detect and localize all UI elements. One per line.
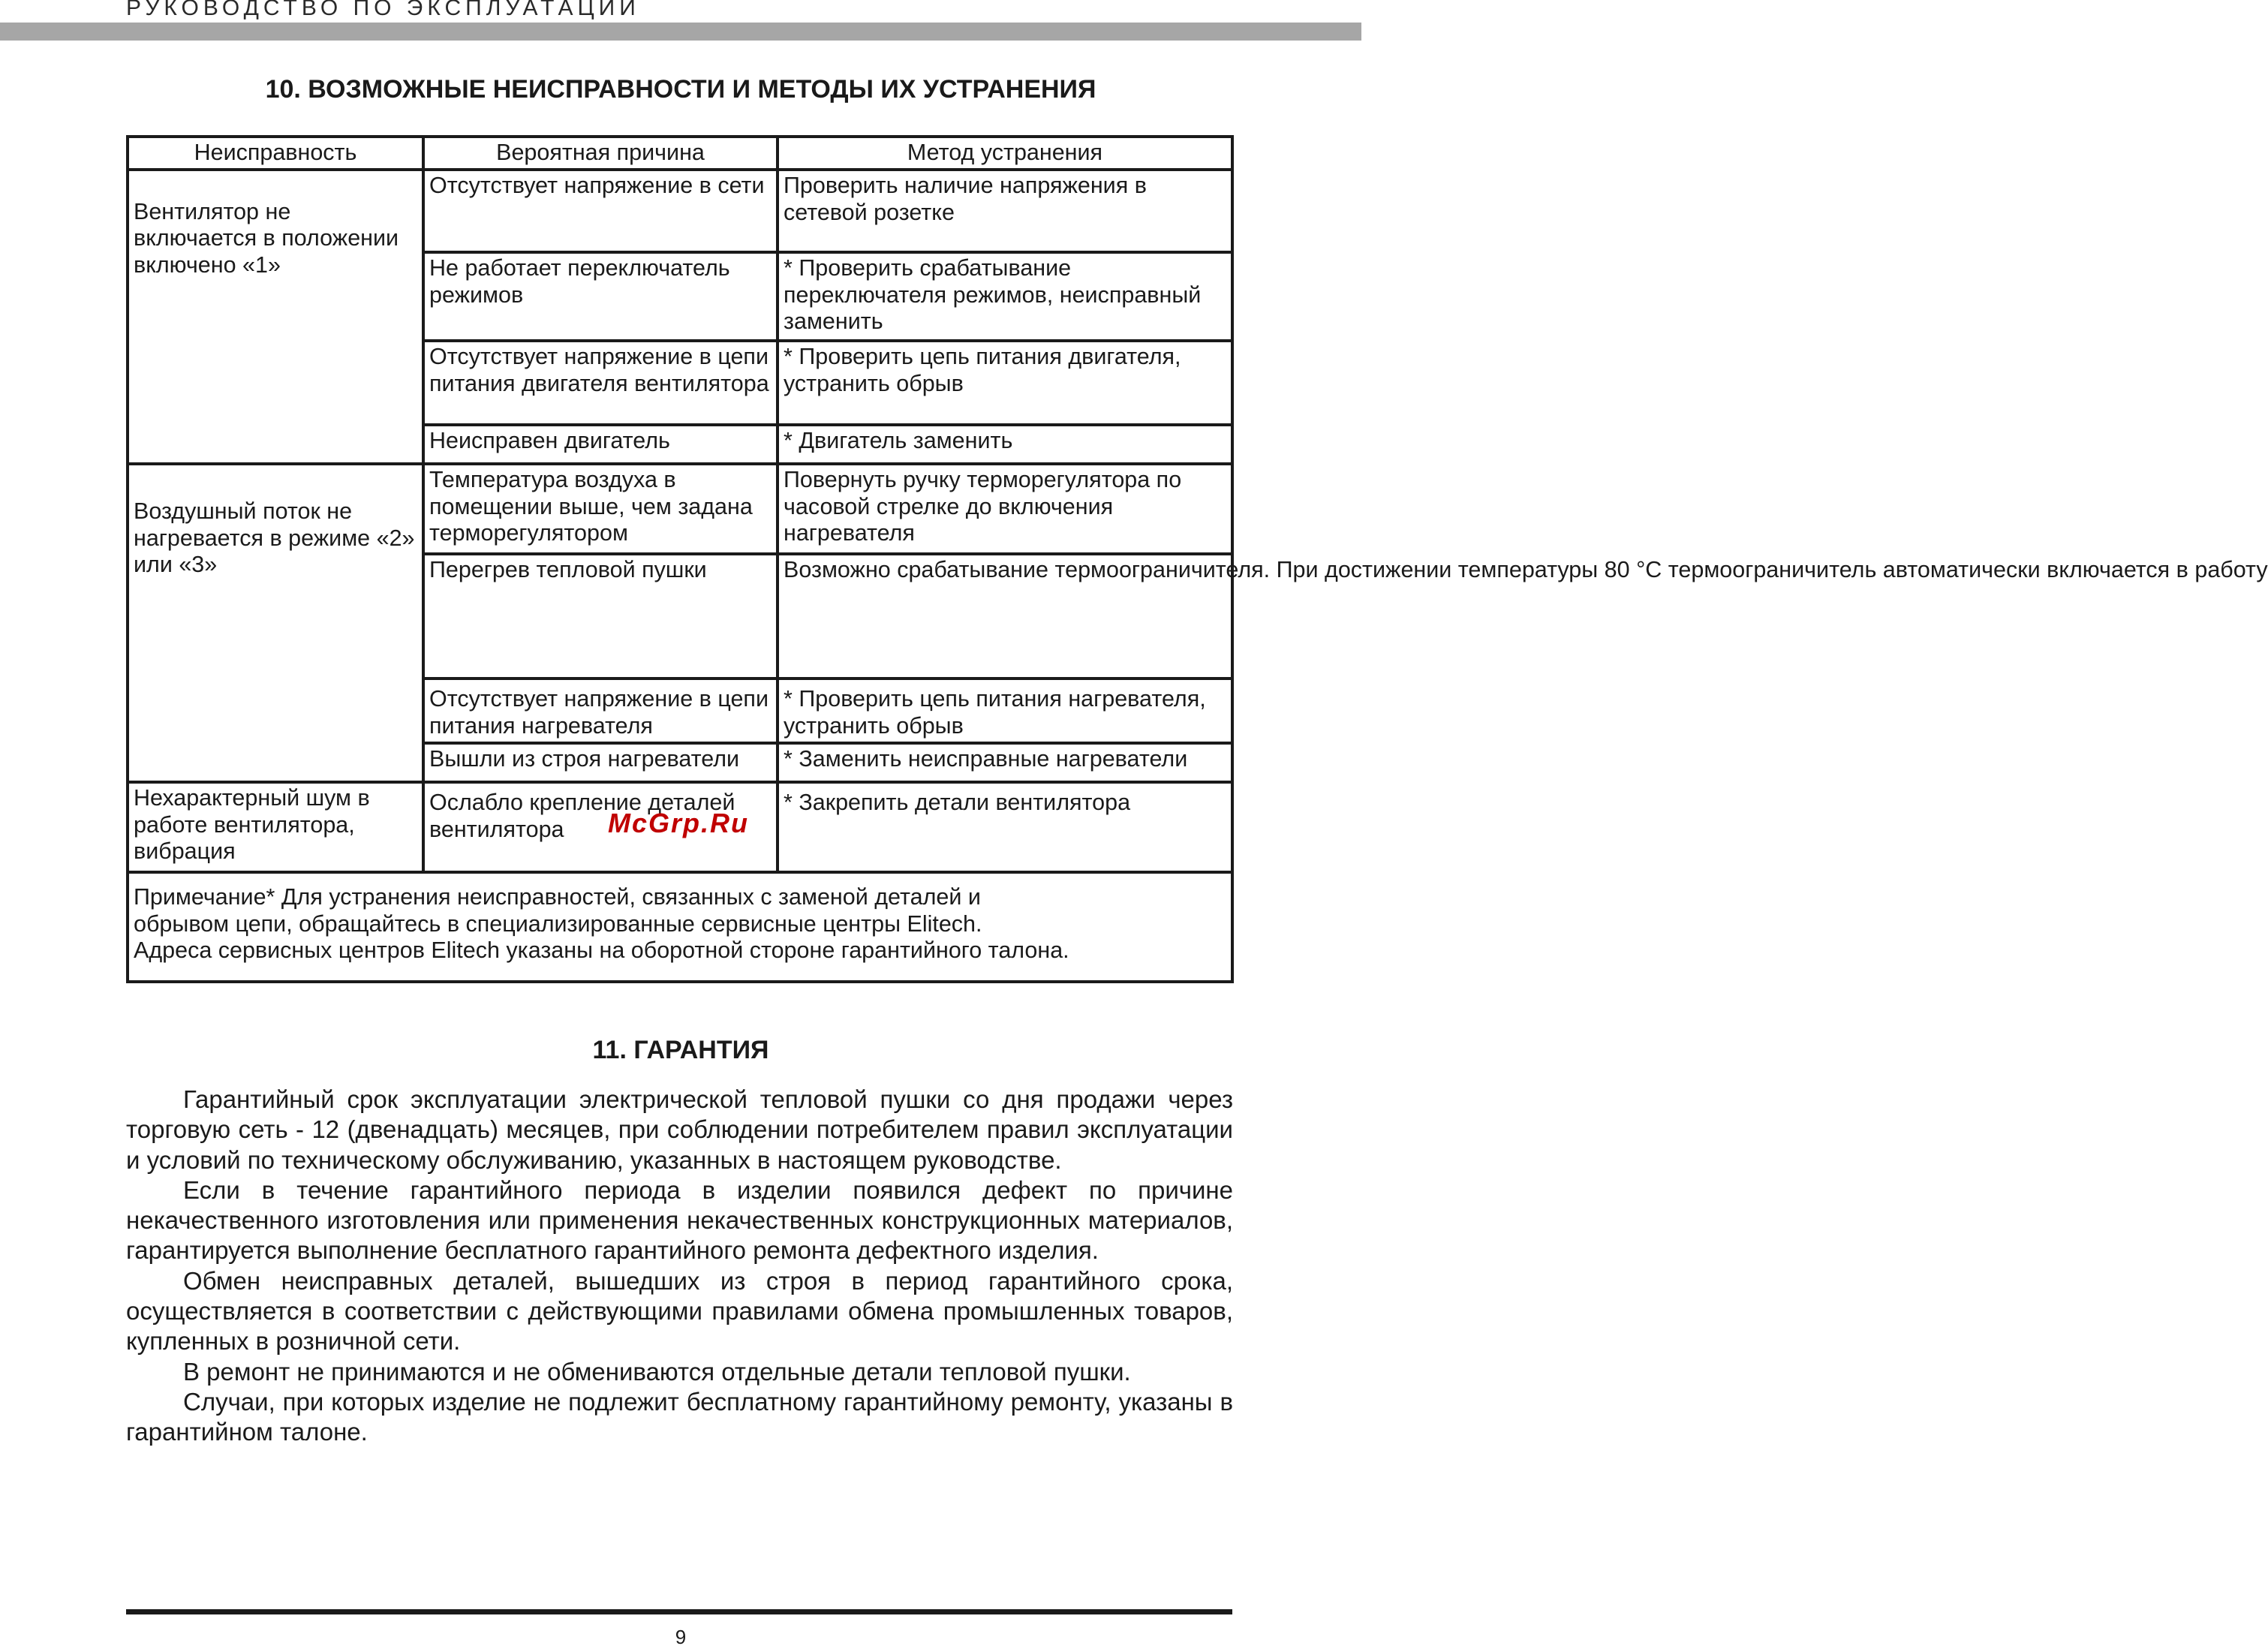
footer-rule: [126, 1609, 1232, 1614]
cause-cell: Отсутствует напряжение в сети: [423, 170, 778, 252]
watermark: McGrp.Ru: [608, 808, 750, 838]
method-cell: * Проверить цепь питания нагревателя, устранить обрыв: [778, 679, 1232, 743]
table-note-row: [128, 872, 1232, 982]
header-bar: [0, 23, 1361, 41]
cause-cell: Отсутствует напряжение в цепи питания двигателя вентилятора: [423, 341, 778, 425]
warranty-paragraph: Обмен неисправных деталей, вышедших из строя в период гарантийного срока, осуществляется в соответствии с действующими правилами обмена промышленных товаров, купленных в розничной сети.: [126, 1266, 1233, 1356]
section-11-title: 11. ГАРАНТИЯ: [592, 1036, 769, 1064]
note-line: Примечание* Для устранения неисправностей, связанных с заменой деталей и: [134, 884, 981, 910]
cause-cell: Неисправен двигатель: [423, 425, 778, 464]
fault-cell: Нехарактерный шум в работе вентилятора, вибрация: [128, 782, 423, 872]
cause-cell: Ослабло крепление деталей вентилятора: [423, 782, 778, 872]
fault-cell: Вентилятор не включается в положении включено «1»: [128, 170, 423, 464]
method-cell: Проверить наличие напряжения в сетевой розетке: [778, 170, 1232, 252]
column-header-cause: Вероятная причина: [423, 137, 778, 170]
method-cell: * Проверить цепь питания двигателя, устранить обрыв: [778, 341, 1232, 425]
table-row: [128, 170, 1232, 252]
method-cell: Повернуть ручку терморегулятора по часовой стрелке до включения нагревателя: [778, 464, 1232, 554]
column-header-method: Метод устранения: [778, 137, 1232, 170]
column-header-fault: Неисправность: [128, 137, 423, 170]
table-header-row: [128, 137, 1232, 170]
method-cell: * Заменить неисправные нагреватели: [778, 743, 1232, 782]
cause-cell: Отсутствует напряжение в цепи питания нагревателя: [423, 679, 778, 743]
fault-cell: Воздушный поток не нагревается в режиме «2» или «3»: [128, 464, 423, 782]
cause-cell: Перегрев тепловой пушки: [423, 554, 778, 679]
cause-cell: Вышли из строя нагреватели: [423, 743, 778, 782]
troubleshooting-table: [126, 135, 2268, 983]
warranty-text: [126, 1085, 1233, 1448]
warranty-paragraph: Случаи, при которых изделие не подлежит бесплатному гарантийному ремонту, указаны в гарантийном талоне.: [126, 1387, 1233, 1446]
table-row: [128, 464, 1232, 554]
note-line: Адреса сервисных центров Elitech указаны на оборотной стороне гарантийного талона.: [134, 937, 1069, 963]
note-line: обрывом цепи, обращайтесь в специализированные сервисные центры Elitech.: [134, 910, 982, 937]
method-cell: * Закрепить детали вентилятора: [778, 782, 1232, 872]
warranty-paragraph: Гарантийный срок эксплуатации электрической тепловой пушки со дня продажи через торговую сеть - 12 (двенадцать) месяцев, при соблюдении потребителем правил эксплуатации и условий по техническому обслуживанию, указанных в настоящем руководстве.: [126, 1085, 1233, 1174]
method-cell: * Проверить срабатывание переключателя режимов, неисправный заменить: [778, 252, 1232, 341]
running-header: РУКОВОДСТВО ПО ЭКСПЛУАТАЦИИ: [126, 0, 640, 20]
table-note: [128, 872, 1232, 982]
warranty-paragraph: В ремонт не принимаются и не обмениваются отдельные детали тепловой пушки.: [183, 1357, 1131, 1386]
cause-cell: Не работает переключатель режимов: [423, 252, 778, 341]
method-cell: * Двигатель заменить: [778, 425, 1232, 464]
page-number: 9: [675, 1626, 687, 1648]
section-10-title: 10. ВОЗМОЖНЫЕ НЕИСПРАВНОСТИ И МЕТОДЫ ИХ УСТРАНЕНИЯ: [265, 75, 1096, 104]
cause-cell: Температура воздуха в помещении выше, чем задана терморегулятором: [423, 464, 778, 554]
method-cell: Возможно срабатывание термоограничителя. При достижении температуры 80 °С термоограничитель автоматически включается в работу: [778, 554, 1232, 679]
warranty-paragraph: Если в течение гарантийного периода в изделии появился дефект по причине некачественного изготовления или применения некачественных конструкционных материалов, гарантируется выполнение бесплатного гарантийного ремонта дефектного изделия.: [126, 1175, 1233, 1265]
